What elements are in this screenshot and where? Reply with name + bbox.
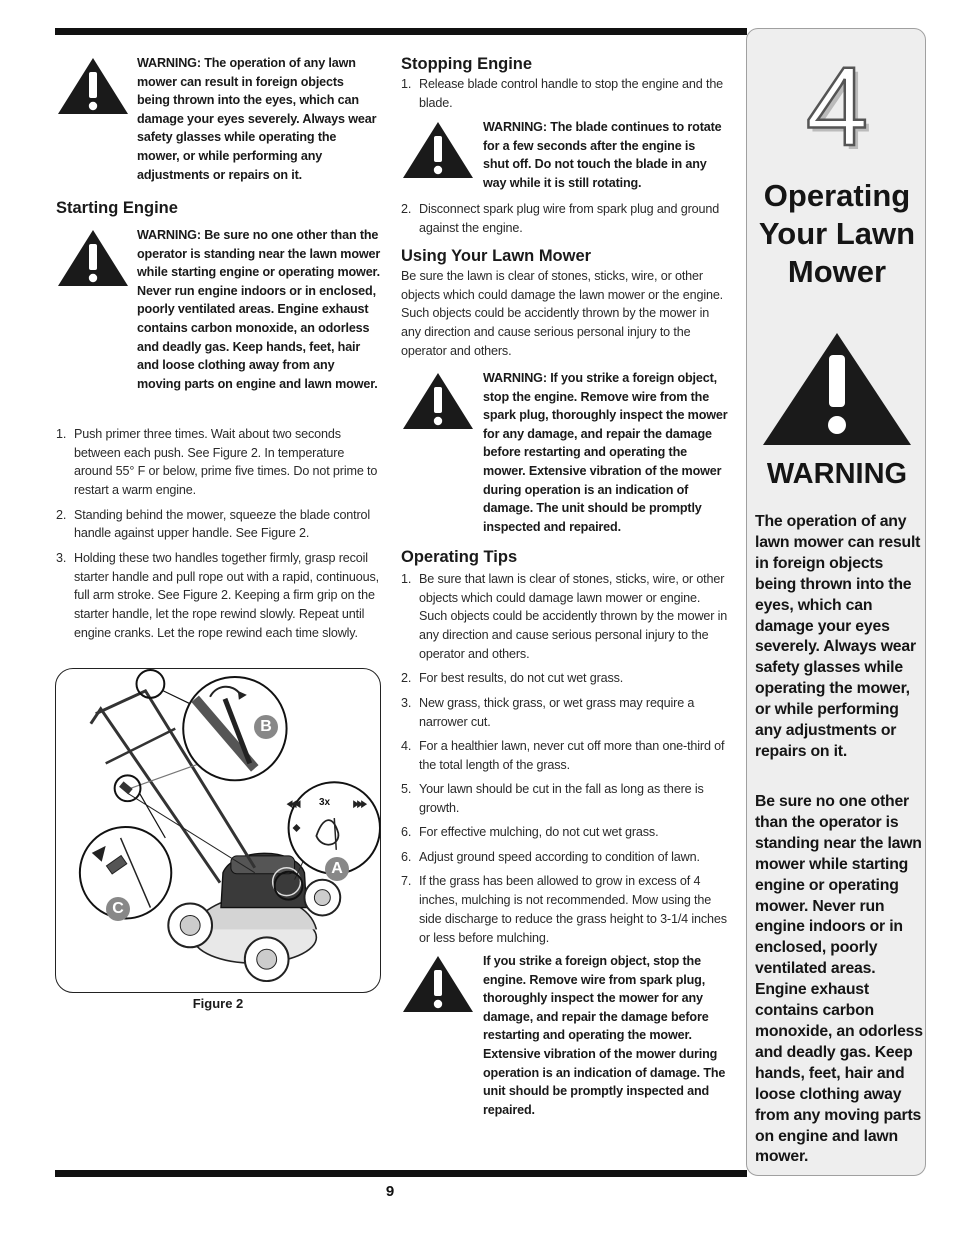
eye-safety-warning: WARNING: The operation of any lawn mower can result in foreign objects being thrown into the eyes, which can damage your eyes severely. Always wear safety glasses while operating the mower, or while performing any adjustments or repairs on it.: [137, 56, 377, 182]
operating-tips-list: [401, 570, 729, 953]
chapter-number: 4: [805, 44, 869, 169]
list-item: 1. Release blade control handle to stop the engine and the blade.: [401, 77, 724, 110]
stopping-engine-step-1: [401, 75, 727, 118]
list-item: 5. Your lawn should be cut in the fall as long as there is growth.: [401, 782, 704, 815]
warning-triangle-icon: [759, 329, 915, 449]
using-mower-body: Be sure the lawn is clear of stones, sticks, wire, or other objects which could damage the lawn mower or the engine. Such objects could be accidently thrown by the mower in any direction and cause serious personal injury to the operator and others.: [401, 269, 724, 358]
warning-triangle-icon: [56, 56, 130, 116]
operating-tips-heading: Operating Tips: [401, 548, 518, 566]
list-item: 2. For best results, do not cut wet grass.: [401, 671, 624, 686]
starting-engine-heading: Starting Engine: [56, 199, 178, 217]
starting-engine-warning: WARNING: Be sure no one other than the operator is standing near the lawn mower while starting engine or operating mower. Never run engine indoors or in enclosed, poorly ventilated areas. Engine exhaust contains carbon monoxide, an odorless and deadly gas. Keep hands, feet, hair and loose clothing away from any moving parts on engine and lawn mower.: [137, 228, 381, 391]
operating-tips-warning: If you strike a foreign object, stop the engine. Remove wire from spark plug, thoroughly inspect the mower for any damage, and repair the damage before restarting and operating the mower. Extensive vibration of the mower during operation is an indication of damage. The unit should be promptly inspected and repaired.: [483, 954, 726, 1117]
top-rule: [55, 28, 747, 35]
callout-c: C: [106, 897, 130, 921]
callout-a: A: [325, 857, 349, 881]
foreign-object-warning: WARNING: If you strike a foreign object, stop the engine. Remove wire from the spark plug, thoroughly inspect the mower for any damage, and repair the damage before restarting and operating the mower. Extensive vibration of the mower during operation is an indication of damage. The unit should be promptly inspected and repaired.: [483, 371, 728, 534]
sidebar-starting-warning: Be sure no one other than the operator is standing near the lawn mower while starting engine or operating mower. Never run engine indoors or in enclosed, poorly ventilated areas. Engine exhaust contains carbon monoxide, an odorless and deadly gas. Keep hands, feet, hair and loose clothing away from any moving parts on engine and lawn mower.: [755, 793, 923, 1166]
sidebar-eye-warning: The operation of any lawn mower can result in foreign objects being thrown into the eyes, which can damage your eyes severely. Always wear safety glasses while operating the mower, or while performing any adjustments or repairs on it.: [755, 513, 921, 760]
list-item: 3. New grass, thick grass, or wet grass may require a narrower cut.: [401, 695, 695, 729]
list-item: 6. For effective mulching, do not cut wet grass.: [401, 825, 659, 840]
stopping-engine-heading: Stopping Engine: [401, 55, 533, 73]
stopping-engine-step-2: [401, 200, 727, 243]
list-item: 2. Standing behind the mower, squeeze the blade control handle against upper handle. See Figure 2.: [56, 507, 371, 541]
list-item: 4. For a healthier lawn, never cut off more than one-third of the total length of the grass.: [401, 739, 725, 772]
list-item: 7. If the grass has been allowed to grow in excess of 4 inches, mulching is not recommended. Mow using the side discharge to reduce the grass height to 3-1/4 inches or less before mulching.: [401, 874, 727, 945]
figure-2-illustration: [55, 668, 381, 993]
lawn-mower-drawing: [56, 669, 380, 992]
warning-label: WARNING: [766, 458, 908, 490]
warning-triangle-icon: [401, 120, 475, 180]
bottom-rule: [55, 1170, 747, 1177]
list-item: 3. Holding these two handles together firmly, grasp recoil starter handle and pull rope out with a rapid, continuous, full arm stroke. See Figure 2. Keeping a firm grip on the starter handle, let the rope rewind slowly. Repeat until engine cranks. Let the rope rewind each time slowly.: [56, 550, 379, 640]
list-item: 1. Push primer three times. Wait about two seconds between each push. See Figure 2. In temperature around 55° F or below, prime five times. Do not prime to restart a warm engine.: [56, 427, 378, 498]
callout-b: B: [254, 715, 278, 739]
starting-engine-steps: [56, 425, 382, 648]
list-item: 1. Be sure that lawn is clear of stones, sticks, wire, or other objects which could damage lawn mower or engine. Such objects could be accidently thrown by the mower in any direction and cause serious personal injury to the operator and others.: [401, 572, 728, 661]
list-item: 2. Disconnect spark plug wire from spark plug and ground against the engine.: [401, 202, 720, 235]
primer-count-label: 3x: [319, 797, 331, 808]
warning-triangle-icon: [401, 954, 475, 1014]
figure-caption: Figure 2: [192, 996, 244, 1011]
using-mower-heading: Using Your Lawn Mower: [401, 247, 592, 265]
list-item: 6. Adjust ground speed according to condition of lawn.: [401, 849, 700, 864]
blade-rotation-warning: WARNING: The blade continues to rotate for a few seconds after the engine is shut off. Do not touch the blade in any way while it is still rotating.: [483, 120, 722, 190]
page-number: 9: [385, 1183, 395, 1200]
chapter-title: Operating Your Lawn Mower: [758, 178, 916, 289]
warning-triangle-icon: [401, 371, 475, 431]
warning-triangle-icon: [56, 228, 130, 288]
chapter-sidebar: [746, 28, 926, 1176]
